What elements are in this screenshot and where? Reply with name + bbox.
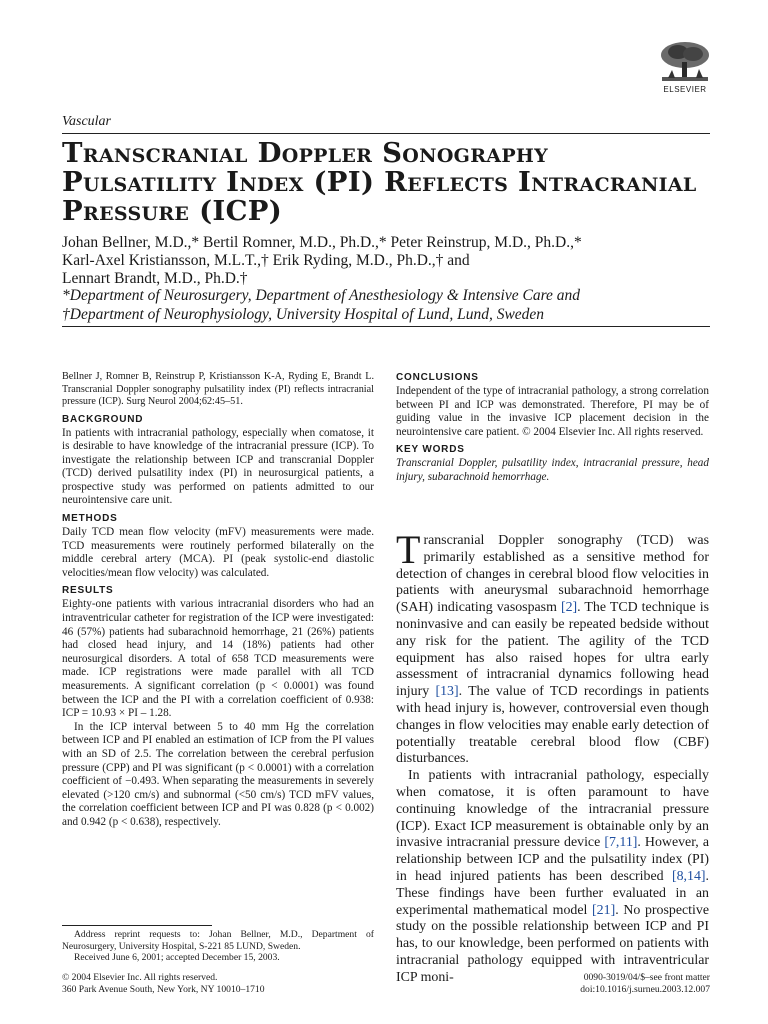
body-paragraph: In patients with intracranial pathology, especially when comatose, it is often paramount to have continuing knowledge of the intracranial pressure (ICP). Exact ICP measurement is obtainable only by an invasive intracranial pressure device [7,11]. However, a relationship between ICP and the pulsatility index (PI) in head injured patients has been described [8,14]. These findings have been further evaluated in an experimental mathematical model [21]. No prospective study on the possible relationship between ICP and PI has, to our knowledge, been performed on patients with intracranial pathology equipped with intraventricular ICP moni-	[396, 768, 710, 985]
top-rule	[62, 133, 710, 134]
background-text: In patients with intracranial pathology, especially when comatose, it is desirable to have knowledge of the intracranial pressure (ICP). To investigate the relationship between ICP and transcranial Doppler (TCD) derived pulsatility index (PI) in neurosurgical patients, a prospective study was performed on patients admitted to our neurointensive care unit.	[62, 426, 374, 507]
methods-heading: METHODS	[62, 513, 118, 525]
abstract-left-column	[62, 371, 374, 830]
footnote-rule	[62, 925, 212, 926]
reference-link[interactable]: [13]	[435, 684, 459, 700]
author-line: Johan Bellner, M.D.,* Bertil Romner, M.D., Ph.D.,* Peter Reinstrup, M.D., Ph.D.,*	[62, 234, 582, 251]
results-text: Eighty-one patients with various intracranial disorders who had an intraventricular catheter for registration of the ICP were investigated: 46 (57%) patients had subarachnoid hemorrhage, 21 (26%) patients had closed head injury, and 14 (18%) patients had other neurosurgical disorders. A total of 658 TCD measurements were made. ICP registrations were made parallel with all TCD measurements. A significant correlation (p < 0.0001) was found between the ICP and the PI with a correlation coefficient of 0.938: ICP = 10.93 × PI – 1.28.	[62, 598, 374, 720]
body-text	[396, 527, 710, 987]
elsevier-tree-icon	[658, 40, 712, 84]
results-heading: RESULTS	[62, 585, 114, 597]
elsevier-logo	[656, 40, 714, 94]
methods-text: Daily TCD mean flow velocity (mFV) measurements were made. TCD measurements were routinely performed bilaterally on the middle cerebral artery (MCA). PI (peak systolic-end diastolic velocities/mean flow velocity) was calculated.	[62, 526, 374, 579]
reference-link[interactable]: [8,14]	[671, 868, 706, 884]
drop-cap: T	[396, 527, 421, 572]
affiliation-line: †Department of Neurophysiology, University Hospital of Lund, Lund, Sweden	[62, 305, 545, 323]
header-rule	[62, 326, 710, 327]
publisher-address: 360 Park Avenue South, New York, NY 10010–1710	[62, 983, 265, 995]
doi: doi:10.1016/j.surneu.2003.12.007	[580, 983, 710, 995]
keywords-heading: KEY WORDS	[396, 444, 465, 456]
keywords-text: Transcranial Doppler, pulsatility index, intracranial pressure, head injury, subarachnoid hemorrhage.	[396, 457, 709, 483]
received-note: Received June 6, 2001; accepted December 15, 2003.	[74, 952, 280, 963]
body-paragraph: Transcranial Doppler sonography (TCD) was primarily established as a sensitive method for detection of changes in cerebral blood flow velocities in patients with aneurysmal subarachnoid hemorrhage (SAH) indicating vasospasm [2]. The TCD technique is noninvasive and can easily be repeated bedside without any risk for the patient. The agility of the TCD equipment has also raised hopes for ultra early assessment of intracranial dynamics following head injury [13]. The value of TCD recordings in patients with head injury is, however, controversial even though changes in flow velocities may enable early detection of potentially treatable cerebral blood flow (CBF) disturbances.	[396, 527, 709, 767]
author-list	[62, 234, 710, 288]
section-label: Vascular	[62, 114, 111, 129]
conclusions-text: Independent of the type of intracranial pathology, a strong correlation between PI and ICP was demonstrated. Therefore, PI may be of guiding value in the invasive ICP placement decision in the neurointensive care patient. © 2004 Elsevier Inc. All rights reserved.	[396, 385, 709, 438]
abstract-right-column	[396, 371, 709, 485]
reference-link[interactable]: [2]	[560, 600, 578, 616]
author-line: Lennart Brandt, M.D., Ph.D.†	[62, 270, 248, 287]
article-title: Transcranial Doppler Sonography Pulsatility Index (PI) Reflects Intracranial Pressure (ICP)	[62, 137, 697, 227]
publisher-name: ELSEVIER	[663, 85, 707, 94]
reference-link[interactable]: [7,11]	[604, 835, 638, 851]
affiliation-line: *Department of Neurosurgery, Department of Anesthesiology & Intensive Care and	[62, 287, 581, 304]
footer-right	[440, 972, 710, 995]
citation: Bellner J, Romner B, Reinstrup P, Kristiansson K-A, Ryding E, Brandt L. Transcranial Doppler sonography pulsatility index (PI) reflects intracranial pressure (ICP). Surg Neurol 2004;62:45–51.	[62, 371, 374, 407]
background-heading: BACKGROUND	[62, 413, 144, 425]
results-text-2: In the ICP interval between 5 to 40 mm Hg the correlation between ICP and PI enabled an estimation of ICP from the PI values with an SD of 2.5. The correlation between the cerebral perfusion pressure (CPP) and PI was significant (p < 0.0001) with a correlation coefficient of −0.493. When separating the measurements in severely elevated (>120 cm/s) and subnormal (<50 cm/s) TCD mFV values, the correlation coefficient between ICP and PI was 0.828 (p < 0.002) and 0.942 (p < 0.638), respectively.	[62, 720, 374, 828]
price-line: 0090-3019/04/$–see front matter	[583, 972, 710, 983]
reprint-note: Address reprint requests to: Johan Bellner, M.D., Department of Neurosurgery, University Hospital, S-221 85 LUND, Sweden.	[62, 929, 374, 952]
footnote	[62, 929, 374, 964]
conclusions-heading: CONCLUSIONS	[396, 372, 479, 383]
copyright: © 2004 Elsevier Inc. All rights reserved.	[62, 972, 218, 983]
author-line: Karl-Axel Kristiansson, M.L.T.,† Erik Ryding, M.D., Ph.D.,† and	[62, 252, 470, 269]
affiliations	[62, 287, 710, 324]
reference-link[interactable]: [21]	[592, 902, 616, 918]
footer-left	[62, 972, 382, 995]
